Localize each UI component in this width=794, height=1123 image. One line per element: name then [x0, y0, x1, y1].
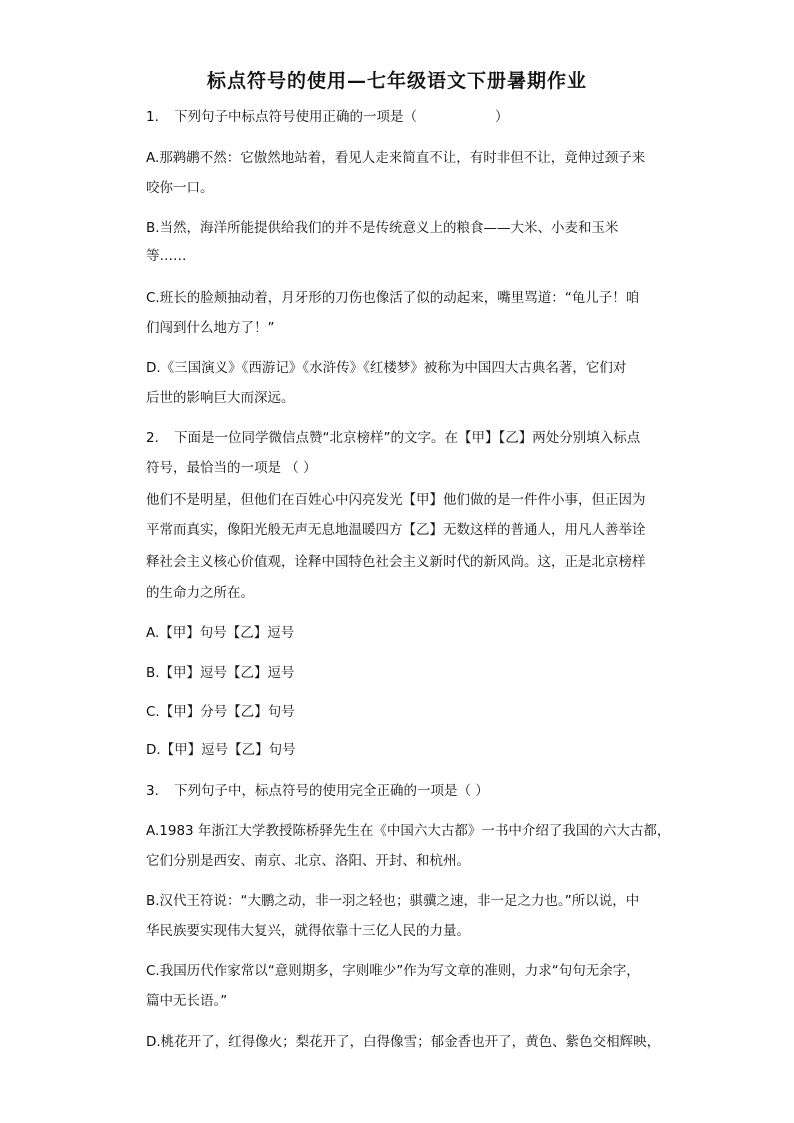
question-1-text: 下列句子中标点符号使用正确的一项是（ [174, 109, 417, 125]
q2-passage-line-3: 释社会主义核心价值观，诠释中国特色社会主义新时代的新风尚。这，正是北京榜样 [146, 554, 646, 570]
q3-option-d-line-1: D.桃花开了，红得像火；梨花开了，白得像雪；郁金香也开了，黄色、紫色交相辉映， [146, 1034, 661, 1050]
q1-option-c-line-2: 们闯到什么地方了！” [146, 320, 275, 336]
q1-option-d-line-2: 后世的影响巨大而深远。 [146, 390, 295, 406]
q3-option-c-line-2: 篇中无长语。” [146, 993, 228, 1009]
question-2-text-line-2: 符号，最恰当的一项是 （ ） [146, 460, 317, 476]
q2-option-b: B.【甲】逗号【乙】逗号 [146, 665, 295, 681]
question-1-close: ） [495, 109, 509, 125]
q3-option-c-line-1: C.我国历代作家常以“意则期多，字则唯少”作为写文章的准则，力求“句句无余字， [146, 963, 640, 979]
q2-passage-line-1: 他们不是明星，但他们在百姓心中闪亮发光【甲】他们做的是一件件小事，但正因为 [146, 492, 646, 508]
q2-option-d: D.【甲】逗号【乙】句号 [146, 742, 296, 758]
q3-option-a-line-1: A.1983 年浙江大学教授陈桥驿先生在《中国六大古都》一书中介绍了我国的六大古都， [146, 823, 671, 839]
question-2-text-line-1: 下面是一位同学微信点赞“北京榜样”的文字。在【甲】【乙】两处分别填入标点 [174, 430, 641, 446]
q1-option-a-line-2: 咬你一口。 [146, 180, 214, 196]
q1-option-c-line-1: C.班长的脸颊抽动着，月牙形的刀伤也像活了似的动起来，嘴里骂道：“龟儿子！咱 [146, 290, 640, 306]
question-1-number: 1. [146, 109, 159, 125]
q2-option-c: C.【甲】分号【乙】句号 [146, 704, 295, 720]
q3-option-a-line-2: 它们分别是西安、南京、北京、洛阳、开封、和杭州。 [146, 853, 470, 869]
document-title: 标点符号的使用—七年级语文下册暑期作业 [206, 70, 587, 92]
q1-option-a-line-1: A.那鹈鹕不然：它傲然地站着，看见人走来简直不让，有时非但不让，竟伸过颈子来 [146, 150, 646, 166]
q2-passage-line-4: 的生命力之所在。 [146, 585, 254, 601]
question-1-stem [146, 107, 509, 127]
question-2-number: 2. [146, 430, 159, 446]
question-2-stem [146, 428, 640, 448]
q1-option-b-line-2: 等…… [146, 248, 187, 264]
question-3-stem [146, 781, 489, 801]
q2-option-a: A.【甲】句号【乙】逗号 [146, 625, 295, 641]
q1-option-d-line-1: D.《三国演义》《西游记》《水浒传》《红楼梦》被称为中国四大古典名著，它们对 [146, 360, 627, 376]
question-3-number: 3. [146, 783, 159, 799]
question-3-text: 下列句子中，标点符号的使用完全正确的一项是（ ） [174, 783, 489, 799]
q1-option-b-line-1: B.当然，海洋所能提供给我们的并不是传统意义上的粮食——大米、小麦和玉米 [146, 220, 619, 236]
q3-option-b-line-2: 华民族要实现伟大复兴，就得依靠十三亿人民的力量。 [146, 923, 470, 939]
q2-passage-line-2: 平常而真实，像阳光般无声无息地温暖四方【乙】无数这样的普通人，用凡人善举诠 [146, 522, 646, 538]
q3-option-b-line-1: B.汉代王符说：“大鹏之动，非一羽之轻也；骐骥之速，非一足之力也。”所以说，中 [146, 893, 640, 909]
